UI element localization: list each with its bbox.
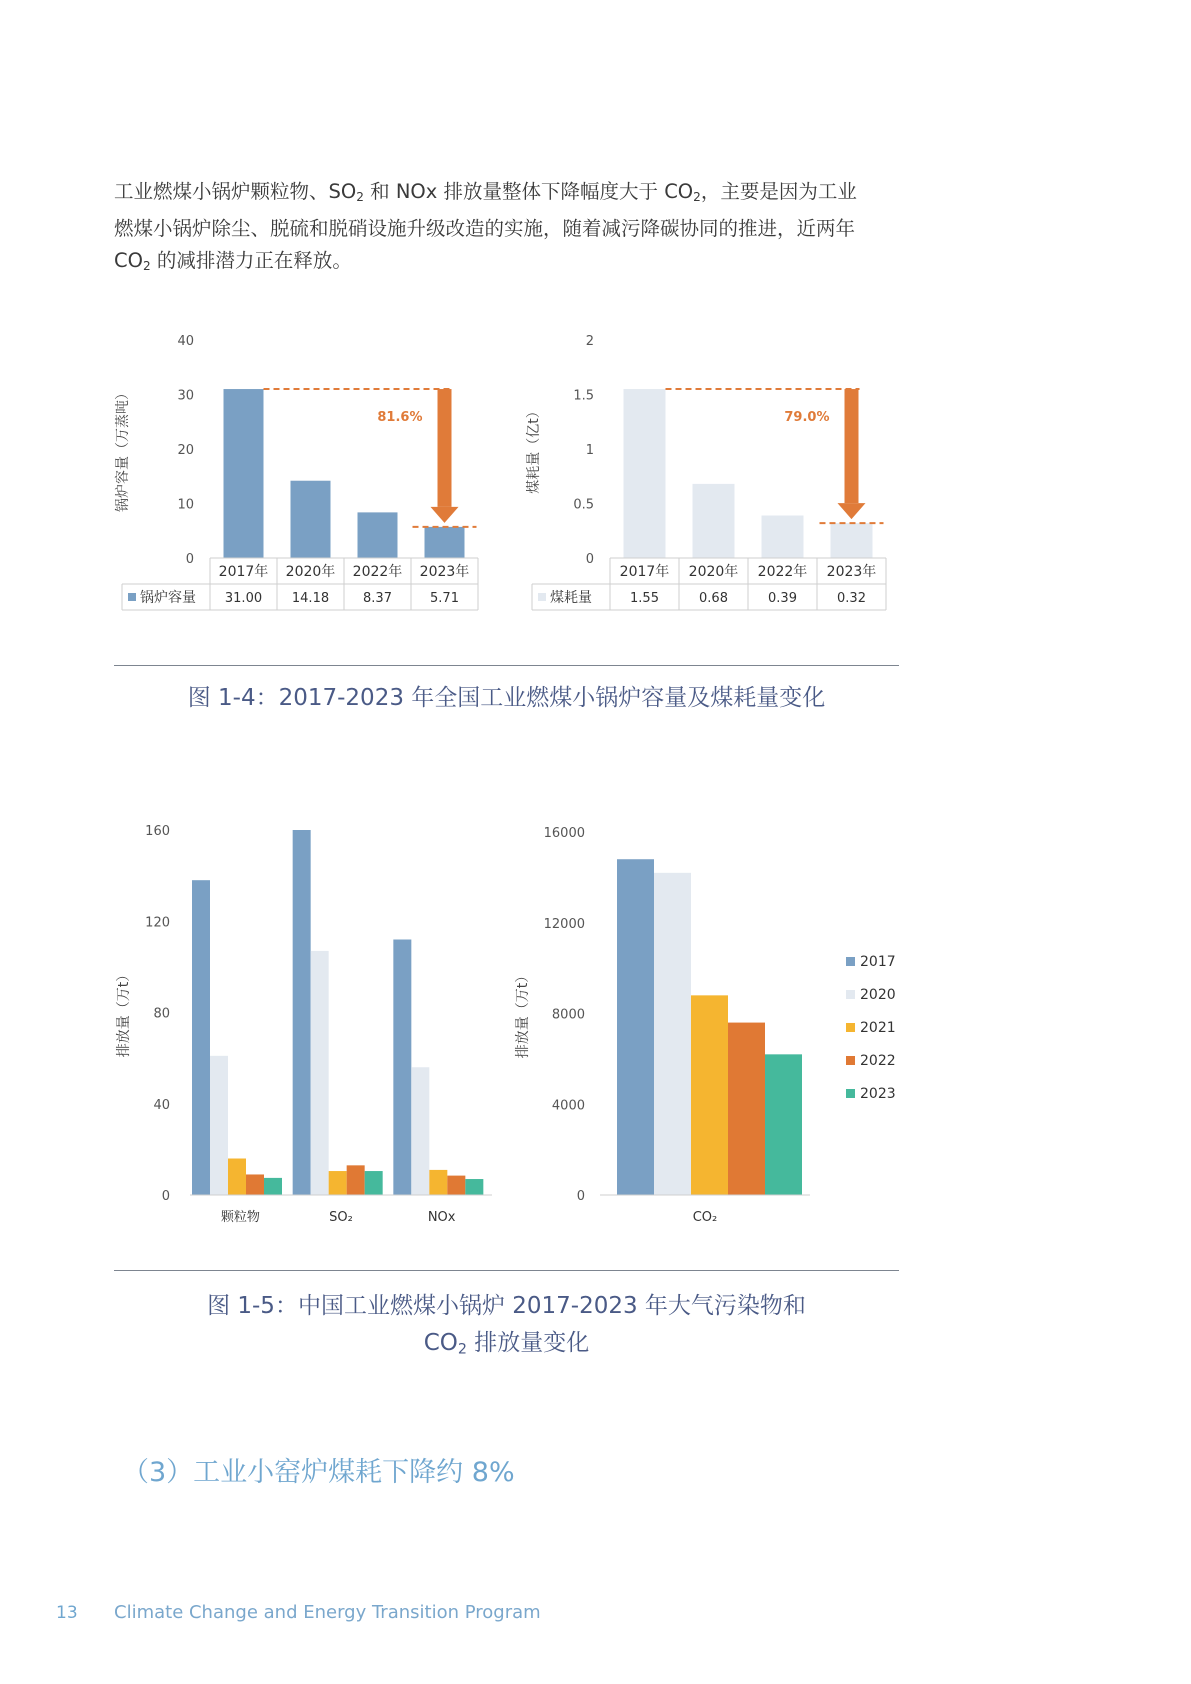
bar bbox=[411, 1067, 429, 1195]
legend-entry: 锅炉容量 bbox=[140, 590, 196, 606]
bar bbox=[624, 389, 666, 558]
bar bbox=[465, 1179, 483, 1195]
x-tick-label: 2020年 bbox=[285, 564, 336, 580]
y-tick-label: 10 bbox=[177, 497, 194, 513]
bar bbox=[691, 995, 728, 1195]
data-label: 1.55 bbox=[630, 591, 659, 606]
x-tick-label: 2017年 bbox=[218, 564, 269, 580]
bar bbox=[311, 951, 329, 1195]
x-tick-label: 颗粒物 bbox=[220, 1210, 260, 1225]
annotation-label: 81.6% bbox=[377, 410, 423, 426]
y-tick-label: 4000 bbox=[551, 1098, 585, 1114]
data-label: 5.71 bbox=[430, 591, 459, 606]
data-label: 0.32 bbox=[837, 591, 866, 606]
y-tick-label: 1.5 bbox=[573, 388, 594, 404]
bar bbox=[224, 389, 264, 558]
coal-consumption-chart bbox=[518, 328, 898, 618]
coal-consumption-svg bbox=[518, 328, 898, 618]
section-heading: （3）工业小窑炉煤耗下降约 8% bbox=[122, 1457, 515, 1488]
bar bbox=[693, 484, 735, 558]
y-tick-label: 30 bbox=[177, 388, 194, 404]
annotation-arrow-shaft bbox=[845, 389, 859, 503]
bar bbox=[293, 830, 311, 1195]
bar bbox=[365, 1171, 383, 1195]
annotation-label: 79.0% bbox=[784, 410, 830, 426]
y-tick-label: 40 bbox=[153, 1097, 170, 1113]
boiler-capacity-svg bbox=[110, 328, 490, 618]
y-axis-label: 排放量（万t） bbox=[515, 968, 531, 1059]
bar bbox=[347, 1165, 365, 1195]
pollutants-chart bbox=[110, 815, 500, 1235]
y-tick-label: 160 bbox=[145, 824, 170, 839]
y-tick-label: 0 bbox=[585, 552, 594, 567]
bar bbox=[447, 1176, 465, 1195]
x-tick-label: CO₂ bbox=[692, 1210, 718, 1225]
y-tick-label: 16000 bbox=[543, 826, 585, 841]
y-tick-label: 8000 bbox=[551, 1007, 585, 1023]
bar bbox=[393, 940, 411, 1196]
bar bbox=[765, 1054, 802, 1195]
bar bbox=[654, 873, 691, 1195]
paragraph-line-3: $CO_2$ 的减排潜力正在释放。 bbox=[114, 249, 352, 274]
boiler-capacity-chart bbox=[110, 328, 490, 618]
data-label: 8.37 bbox=[363, 591, 392, 606]
legend-entry: 2021 bbox=[860, 1020, 896, 1036]
bar bbox=[728, 1023, 765, 1195]
paragraph-line-1: 工业燃煤小锅炉颗粒物、$SO_2$ 和 NOx 排放量整体下降幅度大于 $CO_2$，主要是因为工业 bbox=[114, 180, 857, 205]
y-axis-label: 煤耗量（亿t） bbox=[526, 404, 542, 494]
x-tick-label: NOx bbox=[427, 1210, 456, 1225]
intro-paragraph bbox=[114, 176, 904, 282]
legend-swatch bbox=[846, 1023, 855, 1032]
x-tick-label: 2020年 bbox=[688, 564, 739, 580]
bar bbox=[429, 1170, 447, 1195]
legend-entry: 2023 bbox=[860, 1086, 896, 1102]
bar bbox=[425, 527, 465, 558]
bar bbox=[228, 1159, 246, 1196]
y-tick-label: 12000 bbox=[543, 916, 585, 932]
y-tick-label: 1 bbox=[585, 443, 594, 458]
legend-swatch bbox=[846, 990, 855, 999]
bar bbox=[246, 1174, 264, 1195]
y-tick-label: 80 bbox=[153, 1006, 170, 1022]
data-label: 31.00 bbox=[224, 591, 263, 606]
bar bbox=[264, 1178, 282, 1195]
legend-swatch bbox=[846, 1089, 855, 1098]
y-tick-label: 0 bbox=[161, 1189, 170, 1204]
x-tick-label: 2017年 bbox=[619, 564, 670, 580]
pollutants-svg bbox=[110, 815, 500, 1235]
legend-swatch bbox=[846, 957, 855, 966]
data-label: 0.68 bbox=[699, 591, 728, 606]
page-number: 13 bbox=[56, 1603, 78, 1623]
figure-1-4-rule bbox=[114, 665, 899, 666]
data-label: 0.39 bbox=[768, 591, 797, 606]
y-tick-label: 0.5 bbox=[573, 497, 594, 513]
legend-swatch bbox=[846, 1056, 855, 1065]
figure-1-5-caption-line-2: $CO_2$ 排放量变化 bbox=[423, 1330, 590, 1358]
legend-entry: 2022 bbox=[860, 1053, 896, 1069]
y-axis-label: 排放量（万t） bbox=[116, 967, 132, 1058]
y-tick-label: 20 bbox=[177, 443, 194, 458]
down-arrow-icon bbox=[838, 503, 866, 519]
figure-1-4-caption: 图 1-4：2017-2023 年全国工业燃煤小锅炉容量及煤耗量变化 bbox=[187, 685, 826, 711]
y-tick-label: 120 bbox=[145, 915, 170, 931]
y-tick-label: 0 bbox=[185, 552, 194, 567]
x-tick-label: 2022年 bbox=[757, 564, 808, 580]
annotation-arrow-shaft bbox=[438, 389, 452, 507]
bar bbox=[358, 512, 398, 558]
legend-entry: 2017 bbox=[860, 954, 896, 970]
figure-1-5-caption bbox=[114, 1288, 899, 1369]
legend-entry: 2020 bbox=[860, 987, 896, 1003]
figure-1-5-rule bbox=[114, 1270, 899, 1271]
figure-1-5-caption-line-1: 图 1-5：中国工业燃煤小锅炉 2017-2023 年大气污染物和 bbox=[207, 1293, 806, 1319]
bar bbox=[617, 859, 654, 1195]
bar bbox=[291, 481, 331, 558]
x-tick-label: SO₂ bbox=[329, 1210, 353, 1225]
bar bbox=[329, 1171, 347, 1195]
footer-program-name: Climate Change and Energy Transition Program bbox=[114, 1602, 541, 1623]
y-axis-label: 锅炉容量（万蒸吨） bbox=[115, 386, 131, 512]
paragraph-line-2: 燃煤小锅炉除尘、脱硫和脱硝设施升级改造的实施，随着减污降碳协同的推进，近两年 bbox=[114, 217, 856, 241]
co2-svg bbox=[505, 815, 905, 1235]
x-tick-label: 2023年 bbox=[419, 564, 470, 580]
co2-chart bbox=[505, 815, 905, 1235]
bar bbox=[762, 515, 804, 558]
bar bbox=[192, 880, 210, 1195]
bar bbox=[210, 1056, 228, 1195]
legend-entry: 煤耗量 bbox=[550, 590, 592, 606]
data-label: 14.18 bbox=[291, 591, 330, 606]
legend-swatch bbox=[538, 593, 546, 601]
down-arrow-icon bbox=[431, 507, 459, 523]
y-tick-label: 40 bbox=[177, 334, 194, 349]
bar bbox=[831, 523, 873, 558]
y-tick-label: 0 bbox=[576, 1189, 585, 1204]
y-tick-label: 2 bbox=[585, 334, 594, 349]
legend-swatch bbox=[128, 593, 136, 601]
x-tick-label: 2022年 bbox=[352, 564, 403, 580]
x-tick-label: 2023年 bbox=[826, 564, 877, 580]
